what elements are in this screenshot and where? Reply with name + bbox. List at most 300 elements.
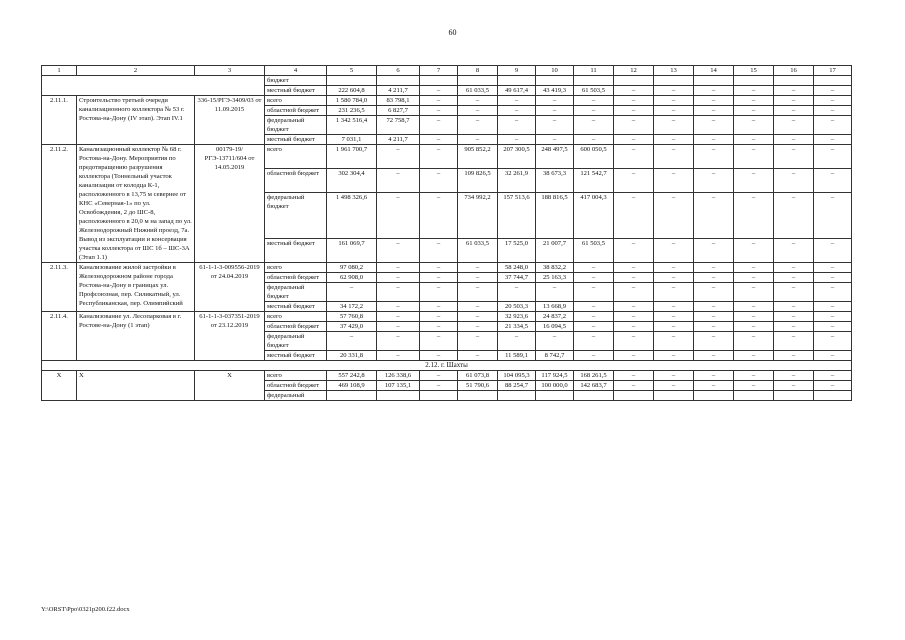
value-cell: –	[614, 238, 654, 262]
value-cell: –	[574, 263, 614, 273]
value-cell: –	[614, 263, 654, 273]
value-cell: –	[734, 381, 774, 391]
value-cell	[814, 76, 852, 86]
value-cell: –	[694, 86, 734, 96]
value-cell: –	[814, 312, 852, 322]
value-cell: –	[814, 273, 852, 283]
table-row	[42, 145, 852, 169]
value-cell: –	[734, 106, 774, 116]
value-cell: –	[420, 302, 458, 312]
value-cell: –	[377, 263, 420, 273]
value-cell: –	[694, 96, 734, 106]
value-cell: –	[458, 283, 498, 302]
value-cell: –	[654, 106, 694, 116]
value-cell: –	[377, 238, 420, 262]
value-cell: –	[614, 145, 654, 169]
value-cell	[694, 391, 734, 401]
value-cell: 1 498 326,6	[327, 193, 377, 239]
budget-kind: федеральный	[265, 391, 327, 401]
table-body	[42, 66, 852, 401]
header-row	[42, 66, 852, 76]
budget-kind: федеральный бюджет	[265, 193, 327, 239]
section-title: 2.12. г. Шахты	[42, 361, 852, 371]
value-cell: –	[654, 351, 694, 361]
value-cell: –	[574, 273, 614, 283]
table-row	[42, 76, 852, 86]
value-cell: –	[377, 332, 420, 351]
value-cell: 109 826,5	[458, 169, 498, 193]
page-number: 60	[448, 28, 457, 37]
value-cell: 7 031,1	[327, 135, 377, 145]
value-cell: –	[734, 283, 774, 302]
value-cell: 126 338,6	[377, 371, 420, 381]
value-cell	[377, 391, 420, 401]
expertise-doc: 61-1-1-3-037351-2019 от 23.12.2019	[195, 312, 265, 361]
value-cell: –	[614, 116, 654, 135]
value-cell: 231 236,5	[327, 106, 377, 116]
value-cell: –	[574, 351, 614, 361]
value-cell: –	[774, 283, 814, 302]
value-cell: 34 172,2	[327, 302, 377, 312]
value-cell: –	[614, 86, 654, 96]
value-cell: –	[420, 145, 458, 169]
item-number: 2.11.4.	[42, 312, 77, 361]
value-cell: –	[734, 169, 774, 193]
value-cell: –	[420, 283, 458, 302]
budget-kind: федеральный бюджет	[265, 116, 327, 135]
value-cell: –	[420, 106, 458, 116]
value-cell: –	[774, 263, 814, 273]
value-cell: –	[377, 145, 420, 169]
value-cell: –	[420, 169, 458, 193]
budget-kind: федеральный бюджет	[265, 283, 327, 302]
value-cell: –	[458, 135, 498, 145]
expertise-doc: 336-15/РГЭ-3409/03 от 11.09.2015	[195, 96, 265, 145]
budget-kind: областной бюджет	[265, 169, 327, 193]
value-cell: –	[814, 322, 852, 332]
budget-kind: всего	[265, 145, 327, 169]
value-cell: –	[774, 116, 814, 135]
column-number: 13	[654, 66, 694, 76]
expertise-doc: 00179-19/РГЭ-13711/604 от 14.05.2019	[195, 145, 265, 263]
value-cell: 88 254,7	[498, 381, 536, 391]
value-cell: –	[614, 371, 654, 381]
column-number: 12	[614, 66, 654, 76]
budget-kind: местный бюджет	[265, 135, 327, 145]
value-cell: –	[498, 332, 536, 351]
column-number: 5	[327, 66, 377, 76]
value-cell: –	[377, 322, 420, 332]
value-cell	[536, 391, 574, 401]
value-cell	[458, 391, 498, 401]
value-cell: 21 334,5	[498, 322, 536, 332]
value-cell: –	[694, 322, 734, 332]
value-cell: –	[377, 273, 420, 283]
value-cell: 61 503,5	[574, 86, 614, 96]
value-cell: –	[458, 332, 498, 351]
value-cell: –	[814, 116, 852, 135]
value-cell	[734, 391, 774, 401]
object-name: Строительство третьей очереди канализационного коллектора № 53 г. Ростова-на-Дону (IV этап). Этап IV.1	[77, 96, 195, 145]
value-cell: –	[420, 322, 458, 332]
value-cell: –	[654, 381, 694, 391]
value-cell: –	[694, 381, 734, 391]
value-cell: –	[734, 371, 774, 381]
value-cell: 37 429,0	[327, 322, 377, 332]
value-cell: –	[574, 283, 614, 302]
value-cell: –	[734, 238, 774, 262]
value-cell: –	[694, 116, 734, 135]
value-cell: 24 837,2	[536, 312, 574, 322]
value-cell: –	[774, 135, 814, 145]
value-cell: –	[498, 106, 536, 116]
value-cell: –	[654, 238, 694, 262]
value-cell: 37 744,7	[498, 273, 536, 283]
empty-cell	[42, 76, 265, 96]
value-cell	[614, 76, 654, 86]
value-cell: –	[458, 351, 498, 361]
budget-table	[41, 65, 852, 401]
value-cell: 4 211,7	[377, 135, 420, 145]
value-cell: –	[654, 263, 694, 273]
value-cell: 734 992,2	[458, 193, 498, 239]
value-cell: –	[498, 283, 536, 302]
value-cell: –	[420, 381, 458, 391]
value-cell: –	[420, 312, 458, 322]
value-cell	[377, 76, 420, 86]
value-cell	[574, 76, 614, 86]
value-cell: –	[420, 96, 458, 106]
value-cell	[774, 76, 814, 86]
value-cell: 25 163,3	[536, 273, 574, 283]
value-cell: –	[420, 86, 458, 96]
value-cell: –	[734, 332, 774, 351]
column-number: 8	[458, 66, 498, 76]
value-cell: –	[734, 273, 774, 283]
value-cell: –	[814, 283, 852, 302]
value-cell: –	[694, 263, 734, 273]
value-cell: 72 758,7	[377, 116, 420, 135]
value-cell	[327, 76, 377, 86]
value-cell: –	[614, 322, 654, 332]
value-cell: –	[420, 263, 458, 273]
value-cell: –	[420, 351, 458, 361]
table-row	[42, 263, 852, 273]
value-cell: –	[734, 193, 774, 239]
value-cell: 905 852,2	[458, 145, 498, 169]
value-cell: 61 033,5	[458, 238, 498, 262]
value-cell: –	[774, 273, 814, 283]
value-cell: 248 497,5	[536, 145, 574, 169]
item-number: 2.11.3.	[42, 263, 77, 312]
value-cell: –	[458, 302, 498, 312]
budget-kind: местный бюджет	[265, 238, 327, 262]
budget-kind: областной бюджет	[265, 381, 327, 391]
value-cell: –	[614, 283, 654, 302]
value-cell: –	[814, 86, 852, 96]
value-cell: –	[654, 322, 694, 332]
value-cell: 6 827,7	[377, 106, 420, 116]
budget-kind: всего	[265, 312, 327, 322]
value-cell: –	[377, 302, 420, 312]
budget-kind: местный бюджет	[265, 86, 327, 96]
value-cell	[458, 76, 498, 86]
value-cell: –	[734, 86, 774, 96]
value-cell: –	[694, 145, 734, 169]
value-cell: 168 261,5	[574, 371, 614, 381]
value-cell: –	[694, 273, 734, 283]
value-cell: 61 033,5	[458, 86, 498, 96]
value-cell: –	[814, 135, 852, 145]
budget-kind: областной бюджет	[265, 273, 327, 283]
value-cell: –	[814, 238, 852, 262]
value-cell: –	[694, 371, 734, 381]
value-cell: –	[654, 273, 694, 283]
value-cell: –	[614, 332, 654, 351]
value-cell: –	[734, 263, 774, 273]
value-cell: –	[734, 145, 774, 169]
value-cell	[498, 76, 536, 86]
value-cell: 83 798,1	[377, 96, 420, 106]
value-cell: –	[458, 322, 498, 332]
value-cell: –	[377, 193, 420, 239]
value-cell: –	[654, 86, 694, 96]
value-cell: –	[774, 322, 814, 332]
value-cell: –	[458, 312, 498, 322]
value-cell: –	[614, 135, 654, 145]
value-cell: –	[377, 312, 420, 322]
item-number: Х	[42, 371, 77, 401]
value-cell: –	[734, 96, 774, 106]
value-cell: –	[327, 283, 377, 302]
value-cell: 161 069,7	[327, 238, 377, 262]
value-cell: 417 004,3	[574, 193, 614, 239]
value-cell: –	[420, 193, 458, 239]
value-cell: –	[420, 273, 458, 283]
value-cell: –	[734, 351, 774, 361]
value-cell: –	[327, 332, 377, 351]
value-cell: –	[654, 116, 694, 135]
value-cell: –	[420, 332, 458, 351]
value-cell: –	[377, 351, 420, 361]
value-cell: –	[536, 283, 574, 302]
value-cell: –	[814, 106, 852, 116]
value-cell: –	[694, 312, 734, 322]
column-number: 15	[734, 66, 774, 76]
value-cell: –	[574, 332, 614, 351]
column-number: 11	[574, 66, 614, 76]
column-number: 3	[195, 66, 265, 76]
value-cell: –	[694, 351, 734, 361]
value-cell: –	[774, 332, 814, 351]
value-cell: –	[614, 106, 654, 116]
column-number: 10	[536, 66, 574, 76]
value-cell: –	[774, 381, 814, 391]
value-cell: 32 261,9	[498, 169, 536, 193]
value-cell: 222 604,8	[327, 86, 377, 96]
value-cell: 107 135,1	[377, 381, 420, 391]
value-cell: –	[654, 193, 694, 239]
object-name: Канализование ул. Лесопарковая в г. Ростове-на-Дону (1 этап)	[77, 312, 195, 361]
value-cell: –	[734, 135, 774, 145]
column-number: 16	[774, 66, 814, 76]
value-cell: –	[458, 106, 498, 116]
value-cell: –	[654, 96, 694, 106]
value-cell: 157 513,6	[498, 193, 536, 239]
value-cell: 8 742,7	[536, 351, 574, 361]
item-number: 2.11.2.	[42, 145, 77, 263]
object-name: Канализационный коллектор № 68 г. Ростова-на-Дону. Мероприятия по предотвращению разрушения коллектора (Тоннельный участок канализации от колодца К-1, расположенного в 13,75 м севернее от КНС «Северная-1» по ул. Освобождения, 2 до ШС-8, расположенного в 20,0 м на запад по ул. Железнодорожный Нижний проезд, 7а. Вывод из эксплуатации и консервация участка коллектора от ШС 1б – ШС-3А (Этап 1.1)	[77, 145, 195, 263]
table-row	[42, 371, 852, 381]
value-cell: 600 050,5	[574, 145, 614, 169]
value-cell	[694, 76, 734, 86]
value-cell: 57 760,8	[327, 312, 377, 322]
value-cell: –	[654, 169, 694, 193]
value-cell: –	[536, 332, 574, 351]
value-cell: –	[574, 106, 614, 116]
value-cell: 58 248,0	[498, 263, 536, 273]
value-cell: –	[734, 312, 774, 322]
value-cell: –	[536, 135, 574, 145]
object-name: Х	[77, 371, 195, 401]
value-cell: –	[614, 273, 654, 283]
value-cell: –	[814, 332, 852, 351]
value-cell	[498, 391, 536, 401]
value-cell: –	[774, 169, 814, 193]
value-cell: –	[574, 312, 614, 322]
value-cell: –	[654, 302, 694, 312]
value-cell: –	[536, 96, 574, 106]
value-cell: –	[814, 263, 852, 273]
value-cell: –	[458, 273, 498, 283]
column-number: 2	[77, 66, 195, 76]
value-cell: 188 816,5	[536, 193, 574, 239]
value-cell: –	[498, 116, 536, 135]
value-cell: –	[814, 96, 852, 106]
value-cell	[814, 391, 852, 401]
value-cell: 100 000,0	[536, 381, 574, 391]
value-cell	[614, 391, 654, 401]
value-cell: –	[694, 106, 734, 116]
value-cell	[327, 391, 377, 401]
value-cell	[574, 391, 614, 401]
value-cell: –	[694, 302, 734, 312]
value-cell: 11 589,1	[498, 351, 536, 361]
value-cell: 38 832,2	[536, 263, 574, 273]
value-cell: –	[536, 116, 574, 135]
column-number: 14	[694, 66, 734, 76]
value-cell: –	[614, 381, 654, 391]
budget-kind: всего	[265, 96, 327, 106]
budget-kind: областной бюджет	[265, 322, 327, 332]
value-cell: –	[377, 283, 420, 302]
value-cell: 62 908,0	[327, 273, 377, 283]
value-cell: –	[734, 116, 774, 135]
budget-kind: всего	[265, 263, 327, 273]
column-number: 7	[420, 66, 458, 76]
footer-path: Y:\ORST\Ppo\0321p200.f22.docx	[41, 606, 130, 613]
value-cell: 13 668,9	[536, 302, 574, 312]
value-cell: –	[694, 238, 734, 262]
value-cell: 142 683,7	[574, 381, 614, 391]
budget-kind: областной бюджет	[265, 106, 327, 116]
value-cell: 32 923,6	[498, 312, 536, 322]
section-row	[42, 361, 852, 371]
value-cell	[654, 391, 694, 401]
value-cell: –	[814, 193, 852, 239]
value-cell: –	[654, 135, 694, 145]
value-cell: –	[498, 96, 536, 106]
value-cell: –	[574, 96, 614, 106]
value-cell: –	[614, 351, 654, 361]
value-cell: –	[614, 96, 654, 106]
value-cell: 4 211,7	[377, 86, 420, 96]
value-cell: –	[654, 283, 694, 302]
value-cell: –	[774, 351, 814, 361]
value-cell: –	[614, 169, 654, 193]
value-cell: –	[536, 106, 574, 116]
value-cell: –	[574, 322, 614, 332]
expertise-doc: Х	[195, 371, 265, 401]
value-cell: 207 300,5	[498, 145, 536, 169]
value-cell: –	[458, 263, 498, 273]
value-cell: –	[774, 238, 814, 262]
value-cell: –	[774, 302, 814, 312]
value-cell: –	[420, 135, 458, 145]
value-cell: –	[654, 312, 694, 322]
value-cell: –	[734, 302, 774, 312]
budget-kind: всего	[265, 371, 327, 381]
column-number: 1	[42, 66, 77, 76]
value-cell: –	[614, 193, 654, 239]
value-cell: –	[458, 96, 498, 106]
value-cell: –	[420, 371, 458, 381]
value-cell: 38 673,3	[536, 169, 574, 193]
value-cell: –	[814, 351, 852, 361]
value-cell: –	[654, 145, 694, 169]
value-cell: 97 080,2	[327, 263, 377, 273]
value-cell: 16 094,5	[536, 322, 574, 332]
value-cell: –	[814, 302, 852, 312]
value-cell: 1 342 516,4	[327, 116, 377, 135]
value-cell: –	[814, 371, 852, 381]
value-cell: –	[694, 283, 734, 302]
value-cell: 17 525,0	[498, 238, 536, 262]
value-cell: –	[498, 135, 536, 145]
value-cell: –	[614, 312, 654, 322]
value-cell: 104 095,3	[498, 371, 536, 381]
value-cell	[536, 76, 574, 86]
value-cell: –	[614, 302, 654, 312]
value-cell: –	[774, 145, 814, 169]
value-cell	[734, 76, 774, 86]
value-cell: 61 503,5	[574, 238, 614, 262]
value-cell: 1 580 784,0	[327, 96, 377, 106]
value-cell: –	[774, 106, 814, 116]
value-cell: –	[420, 238, 458, 262]
value-cell	[420, 76, 458, 86]
value-cell: 51 790,6	[458, 381, 498, 391]
value-cell: –	[574, 116, 614, 135]
object-name: Канализование жилой застройки в Железнодорожном районе города Ростова-на-Дону в границах ул. Профсоюзная, пер. Силикатный, ул. Республиканская, пер. Олимпийский	[77, 263, 195, 312]
value-cell: –	[814, 169, 852, 193]
value-cell: –	[774, 96, 814, 106]
value-cell: –	[694, 135, 734, 145]
budget-kind: местный бюджет	[265, 351, 327, 361]
value-cell: –	[420, 116, 458, 135]
value-cell: 1 961 700,7	[327, 145, 377, 169]
budget-kind: местный бюджет	[265, 302, 327, 312]
